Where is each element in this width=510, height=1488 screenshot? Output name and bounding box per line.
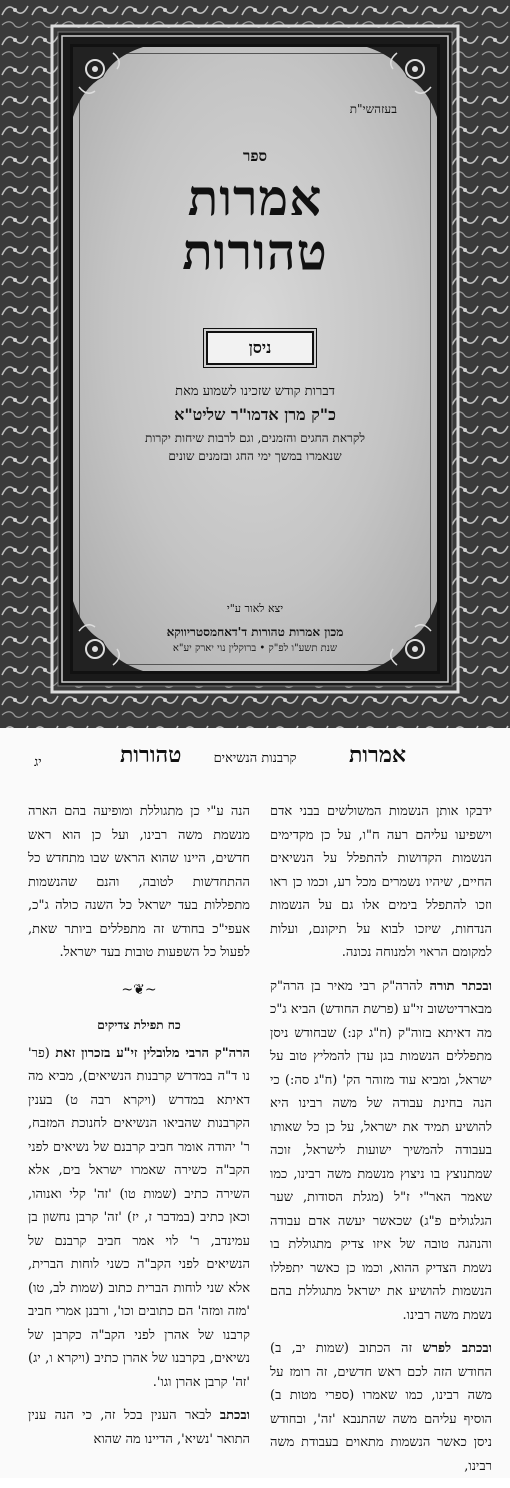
paragraph <box>270 975 492 1328</box>
paragraph <box>270 1337 492 1478</box>
bsd-text: בעזהשי"ת <box>349 102 397 116</box>
cover-inner-panel <box>70 44 440 674</box>
running-header-center: קרבנות הנשיאים <box>213 751 297 766</box>
running-header-left: טהורות <box>120 742 182 768</box>
text-column-right <box>270 800 492 1488</box>
book-title-line2: טהורות <box>182 222 328 281</box>
running-header-right: אמרות <box>348 742 406 768</box>
paragraph: ידבקו אותן הנשמות המשולשים בבני אדם וישפיעו עליהם רעה ח"ו, על כן מקדימים הנשמות הקדושות להתפלל על הנשיאים החיים, שיהיו נשמרים מכל רע, וכמו כן ראו וזכו להתפלל בימים אלו גם על הנשמות הנדחות, שיזכו לבוא על תיקונם, ועלות למקומם הראוי ולמנוחה נכונה. <box>270 804 492 960</box>
paragraph: הנה ע"י כן מתגוללת ומופיעה בהם הארה מנשמת משה רבינו, ועל כן הוא ראש חדשים, היינו שהוא הראש שבו מתחדש כל ההתחדשות לטובה, והנם שהנשמות מתפללות בעד ישראל כל השנה כולה ג"כ, אעפי"כ בחודש זה מתפללים ביותר שאת, לפעול כל השפעות טובות בעד ישראל. <box>28 804 250 960</box>
subtitle-words: דברות קודש שזכינו לשמוע מאת <box>175 384 335 399</box>
paragraph-lead: ובכתב <box>219 1408 250 1423</box>
sefer-label: ספר <box>242 147 268 165</box>
text-page <box>0 728 510 1478</box>
paragraph-lead: ובכתר תורה <box>429 978 492 994</box>
paragraph-lead: ובכתב לפרש <box>422 1341 492 1356</box>
description-line1: לקראת החגים והזמנים, וגם לרבות שיחות יקרות <box>145 431 365 445</box>
text-column-left <box>28 800 250 1461</box>
paragraph-body: זה הכתוב (שמות יב, ב) החודש הזה לכם ראש חדשים, זה רומז על משה רבינו, כמו שאמרו (ספרי מטות ב) הוסיף עליהם משה שהתנבא 'זה', ובחודש ניסן כאשר הנשמות מתאוים בעבודת משה רבינו, <box>270 1341 492 1474</box>
description-line2: שנאמרו במשך ימי החג ובזמנים שונים <box>168 449 342 463</box>
paragraph <box>28 1404 250 1451</box>
paragraph <box>28 1042 250 1395</box>
rebbe-name: כ"ק מרן אדמו"ר שליט"א <box>174 405 336 424</box>
page-number: יג <box>34 755 42 770</box>
book-title-line1: אמרות <box>187 168 323 227</box>
volume-plaque: ניסן <box>206 331 314 365</box>
paragraph-body: להרה"ק רבי מאיר בן הרה"ק מבארדיטשוב זי"ע (פרשת החודש) הביא ג"כ מה דאיתא בזוה"ק (ח"ג קנ:) שבחודש ניסן מתפללים הנשמות בגן עדן להמליץ טוב על ישראל, ומביא עוד מזוהר הק' (ח"ג סה:) כי הנה בחינת עבודה של משה רבינו היא להושיע תמיד את ישראל, על כן כל שאותו בעבודה להמשיך ישועות לישראל, זוכה שמתנוצץ בו ניצוץ מנשמת משה רבינו, כמו שאמר האר"י ז"ל (מגלת הסודות, שער הגלגולים פ"ג) שכאשר יעשה אדם עבודה והנהגה טובה של איזו צדיק מתגוללת בו נשמת הצדיק ההוא, וכמו כן כאשר יתפללו הנשמות להושיע את ישראל מתגוללת בהם נשמת משה רבינו. <box>270 978 492 1323</box>
paragraph-lead: הרה"ק הרבי מלובלין זי"ע בזכרון זאת <box>55 1045 250 1061</box>
published-by: יצא לאור ע"י <box>226 602 284 615</box>
book-cover <box>0 0 510 728</box>
section-title: כח תפילת צדיקים <box>97 1018 181 1032</box>
publication-year: שנת תשע"ו לפ"ק • ברוקלין נוי יארק יע"א <box>172 643 338 654</box>
paragraph-body: (פר' נו ד"ה במדרש קרבנות הנשיאים), מביא מה דאיתא במדרש (ויקרא רבה ט) בענין הקרבנות שהביאו הנשיאים לחנוכת המזבח, ר' יהודה אומר חביב קרבנם של נשיאים לפני הקב"ה כשירה שאמרו ישראל בים, אלא השירה כתיב (שמות טו) 'זה' קלי ואנוהו, וכאן כתיב (במדבר ז, יז) 'זה' קרבן נחשון בן עמינדב, ר' לוי אמר חביב קרבנם של הנשיאים לפני הקב"ה כשני לוחות הברית, אלא שני לוחות הברית כתוב (שמות לב, טו) 'מזה ומזה' הם כתובים וכו', ורבנן אמרי חביב קרבנו של אהרן לפני הקב"ה כקרבן של נשיאים, בקרבנו של אהרן כתיב (ויקרא ו, יג) 'זה' קרבן אהרן וגו'. <box>28 1045 250 1390</box>
section-divider-ornament: ~❦~ <box>121 981 157 998</box>
publisher-institution: מכון אמרות טהורות ד'דאחמסטריווקא <box>166 625 344 639</box>
paragraph-body: לבאר הענין בכל זה, כי הנה ענין התואר 'נשיא', הדיינו מה שהוא <box>28 1408 250 1447</box>
